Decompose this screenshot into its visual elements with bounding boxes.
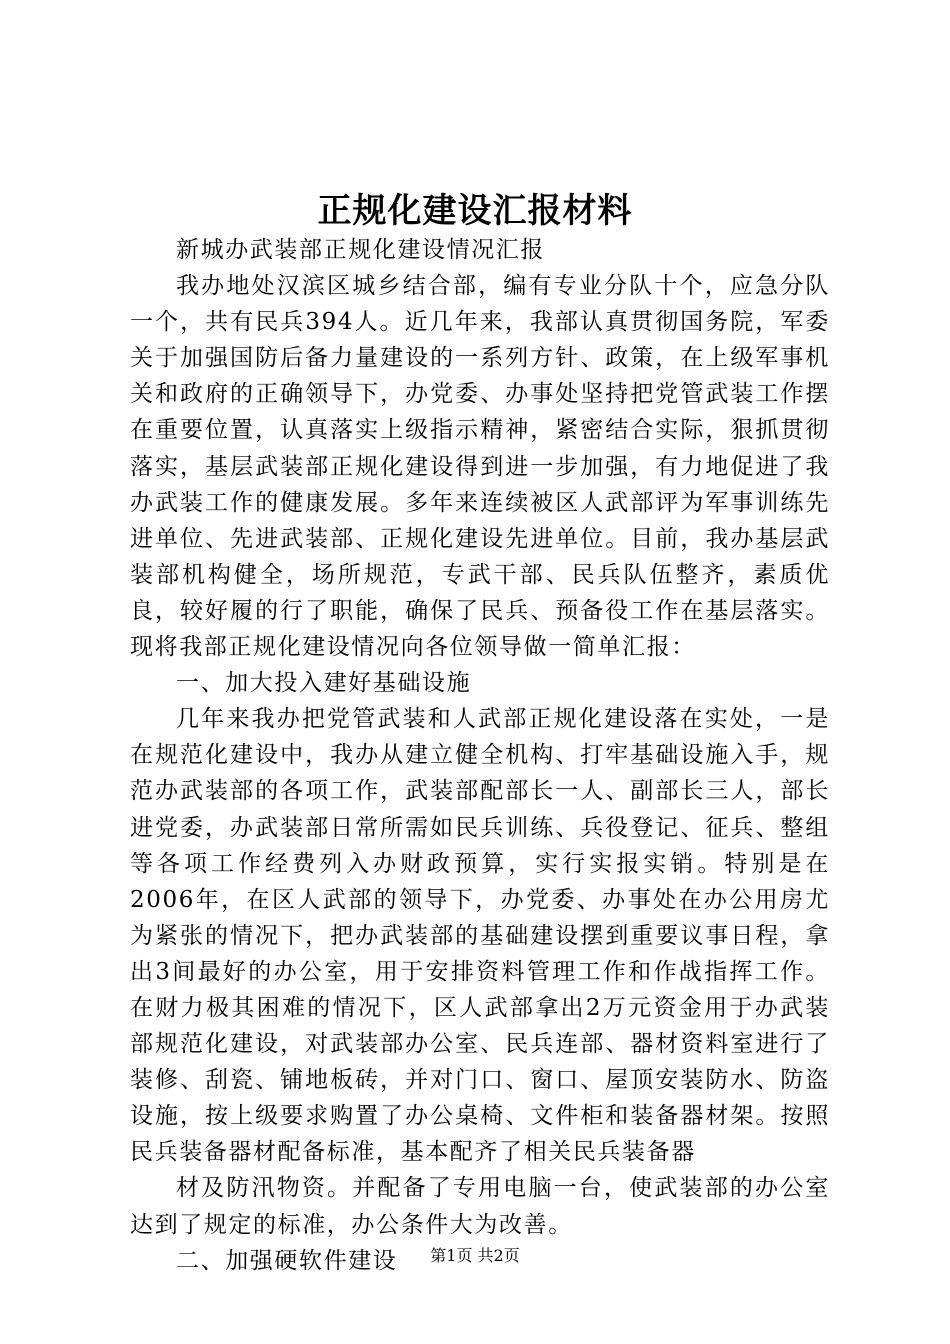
document-title: 正规化建设汇报材料	[317, 191, 633, 231]
intro-paragraph: 我办地处汉滨区城乡结合部，编有专业分队十个，应急分队一个，共有民兵394人。近几年来，我部认真贯彻国务院，军委关于加强国防后备力量建设的一系列方针、政策，在上级军事机关和政府的正确领导下，办党委、办事处坚持把党管武装工作摆在重要位置，认真落实上级指示精神，紧密结合实际，狠抓贯彻落实，基层武装部正规化建设得到进一步加强，有力地促进了我办武装工作的健康发展。多年来连续被区人武部评为军事训练先进单位、先进武装部、正规化建设先进单位。目前，我办基层武装部机构健全，场所规范，专武干部、民兵队伍整齐，素质优良，较好履的行了职能，确保了民兵、预备役工作在基层落实。现将我部正规化建设情况向各位领导做一简单汇报：	[130, 273, 830, 661]
document-body	[130, 232, 830, 1279]
section-1-continuation: 材及防汛物资。并配备了专用电脑一台，使武装部的办公室达到了规定的标准，办公条件大为改善。	[130, 1175, 830, 1238]
section-1-paragraph: 几年来我办把党管武装和人武部正规化建设落在实处，一是在规范化建设中，我办从建立健全机构、打牢基础设施入手，规范办武装部的各项工作，武装部配部长一人、副部长三人，部长进党委，办武装部日常所需如民兵训练、兵役登记、征兵、整组等各项工作经费列入办财政预算，实行实报实销。特别是在2006年，在区人武部的领导下，办党委、办事处在办公用房尤为紧张的情况下，把办武装部的基础建设摆到重要议事日程，拿出3间最好的办公室，用于安排资料管理工作和作战指挥工作。在财力极其困难的情况下，区人武部拿出2万元资金用于办武装部规范化建设，对武装部办公室、民兵连部、器材资料室进行了装修、刮瓷、铺地板砖，并对门口、窗口、屋顶安装防水、防盗设施，按上级要求购置了办公桌椅、文件柜和装备器材架。按照民兵装备器材配备标准，基本配齐了相关民兵装备器	[130, 706, 830, 1166]
page-number: 第1页 共2页	[430, 1246, 520, 1265]
subtitle-paragraph: 新城办武装部正规化建设情况汇报	[176, 237, 545, 263]
section-heading-1: 一、加大投入建好基础设施	[176, 670, 472, 697]
section-heading-2: 二、加强硬软件建设	[176, 1247, 398, 1274]
